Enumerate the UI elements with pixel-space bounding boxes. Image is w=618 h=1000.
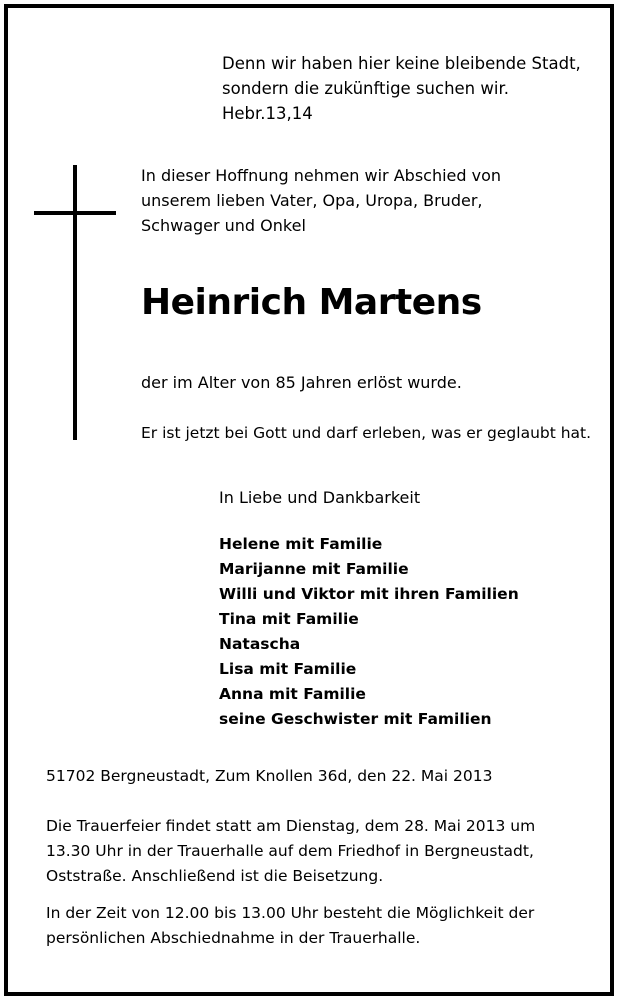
farewell-line: In der Zeit von 12.00 bis 13.00 Uhr besteht die Möglichkeit der — [46, 904, 535, 922]
age-text: der im Alter von 85 Jahren erlöst wurde. — [141, 373, 462, 392]
intro-line: Schwager und Onkel — [141, 216, 306, 235]
quote-line: Denn wir haben hier keine bleibende Stadt, — [222, 54, 581, 73]
list-item: Helene mit Familie — [219, 535, 383, 553]
faith-text: Er ist jetzt bei Gott und darf erleben, was er geglaubt hat. — [141, 424, 592, 442]
list-item: Anna mit Familie — [219, 685, 366, 703]
farewell-line: persönlichen Abschiednahme in der Trauerhalle. — [46, 929, 421, 947]
ceremony-line: Oststraße. Anschließend ist die Beisetzung. — [46, 867, 384, 885]
quote-line: Hebr.13,14 — [222, 104, 313, 123]
quote-line: sondern die zukünftige suchen wir. — [222, 79, 509, 98]
mourners-list — [219, 532, 519, 732]
intro-line: unserem lieben Vater, Opa, Uropa, Bruder, — [141, 191, 483, 210]
farewell-text — [46, 901, 534, 951]
list-item: Willi und Viktor mit ihren Familien — [219, 585, 519, 603]
list-item: seine Geschwister mit Familien — [219, 710, 492, 728]
list-item: Lisa mit Familie — [219, 660, 357, 678]
cross-icon-bar — [34, 211, 116, 215]
cross-icon — [73, 165, 77, 440]
intro-line: In dieser Hoffnung nehmen wir Abschied von — [141, 166, 502, 185]
ceremony-line: Die Trauerfeier findet statt am Dienstag, dem 28. Mai 2013 um — [46, 817, 536, 835]
list-item: Natascha — [219, 635, 301, 653]
bible-quote — [222, 51, 581, 126]
ceremony-line: 13.30 Uhr in der Trauerhalle auf dem Friedhof in Bergneustadt, — [46, 842, 534, 860]
address-date: 51702 Bergneustadt, Zum Knollen 36d, den 22. Mai 2013 — [46, 767, 493, 785]
list-item: Marijanne mit Familie — [219, 560, 409, 578]
ceremony-text — [46, 814, 535, 889]
intro-text — [141, 163, 501, 238]
deceased-name: Heinrich Martens — [141, 282, 482, 323]
list-item: Tina mit Familie — [219, 610, 359, 628]
closing-text: In Liebe und Dankbarkeit — [219, 488, 421, 507]
